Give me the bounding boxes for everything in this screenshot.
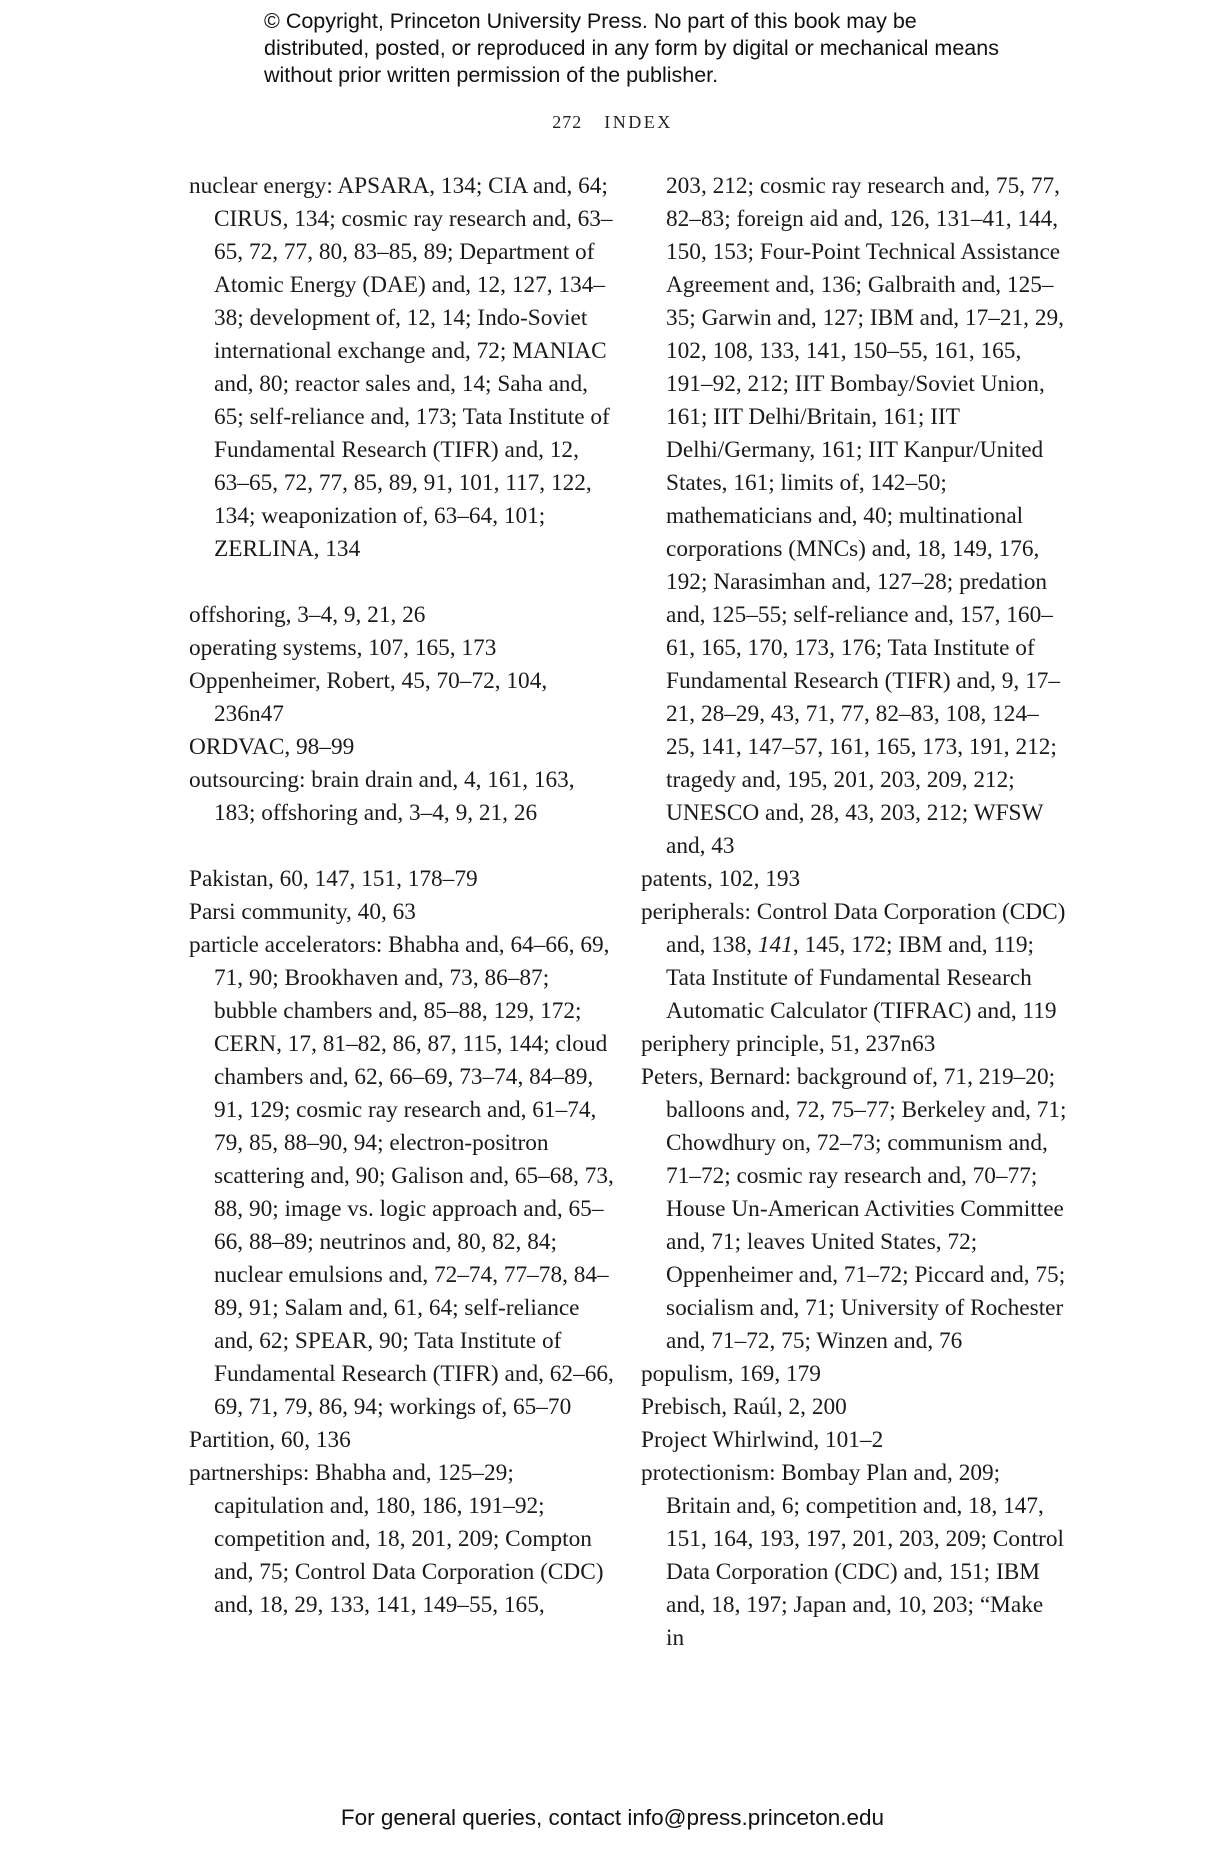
copyright-notice: © Copyright, Princeton University Press. No part of this book may be distributed, posted, or reproduced in any form by digital or mechanical means without prior written permission of the publisher. [264, 9, 999, 87]
index-entry-offshoring: offshoring, 3–4, 9, 21, 26 [189, 602, 426, 628]
index-entry-nuclear-energy: nuclear energy: APSARA, 134; CIA and, 64; CIRUS, 134; cosmic ray research and, 63–65, 72, 77, 80, 83–85, 89; Department of Atomic Energy (DAE) and, 12, 127, 134–38; development of, 12, 14; Indo-Soviet international exchange and, 72; MANIAC and, 80; reactor sales and, 14; Saha and, 65; self-reliance and, 173; Tata Institute of Fundamental Research (TIFR) and, 12, 63–65, 72, 77, 85, 89, 91, 101, 117, 122, 134; weaponization of, 63–64, 101; ZERLINA, 134 [189, 173, 613, 562]
index-entry-outsourcing: outsourcing: brain drain and, 4, 161, 163, 183; offshoring and, 3–4, 9, 21, 26 [189, 767, 575, 826]
index-entry-project-whirlwind: Project Whirlwind, 101–2 [641, 1427, 884, 1453]
index-column-left [189, 170, 615, 1622]
index-entry-protectionism: protectionism: Bombay Plan and, 209; Britain and, 6; competition and, 18, 147, 151, 164, 193, 197, 201, 203, 209; Control Data Corporation (CDC) and, 151; IBM and, 18, 197; Japan and, 10, 203; “Make in [641, 1460, 1064, 1651]
index-entry-oppenheimer: Oppenheimer, Robert, 45, 70–72, 104, 236n47 [189, 668, 548, 727]
index-entry-patents: patents, 102, 193 [641, 866, 801, 892]
index-entry-operating-systems: operating systems, 107, 165, 173 [189, 635, 497, 661]
index-entry-prebisch: Prebisch, Raúl, 2, 200 [641, 1394, 847, 1420]
index-entry-peters: Peters, Bernard: background of, 71, 219–20; balloons and, 72, 75–77; Berkeley and, 71; Chowdhury on, 72–73; communism and, 71–72; cosmic ray research and, 70–77; House Un-American Activities Committee and, 71; leaves United States, 72; Oppenheimer and, 71–72; Piccard and, 75; socialism and, 71; University of Rochester and, 71–72, 75; Winzen and, 76 [641, 1064, 1067, 1354]
peripherals-italic-page: 141 [757, 932, 793, 958]
index-entry-particle-accelerators: particle accelerators: Bhabha and, 64–66, 69, 71, 90; Brookhaven and, 73, 86–87; bubble chambers and, 85–88, 129, 172; CERN, 17, 81–82, 86, 87, 115, 144; cloud chambers and, 62, 66–69, 73–74, 84–89, 91, 129; cosmic ray research and, 61–74, 79, 85, 88–90, 94; electron-positron scattering and, 90; Galison and, 65–68, 73, 88, 90; image vs. logic approach and, 65–66, 88–89; neutrinos and, 80, 82, 84; nuclear emulsions and, 72–74, 77–78, 84–89, 91; Salam and, 61, 64; self-reliance and, 62; SPEAR, 90; Tata Institute of Fundamental Research (TIFR) and, 62–66, 69, 71, 79, 86, 94; workings of, 65–70 [189, 932, 614, 1420]
running-head [0, 112, 1225, 133]
index-entry-pakistan: Pakistan, 60, 147, 151, 178–79 [189, 866, 478, 892]
index-column-right [641, 170, 1067, 1655]
index-entry-parsi-community: Parsi community, 40, 63 [189, 899, 416, 925]
index-entry-partition: Partition, 60, 136 [189, 1427, 351, 1453]
index-entry-populism: populism, 169, 179 [641, 1361, 821, 1387]
index-entry-peripherals [641, 896, 1067, 1028]
index-entry-partnerships: partnerships: Bhabha and, 125–29; capitulation and, 180, 186, 191–92; competition and, 18, 201, 209; Compton and, 75; Control Data Corporation (CDC) and, 18, 29, 133, 141, 149–55, 165, [189, 1460, 604, 1618]
footer-contact: For general queries, contact info@press.princeton.edu [340, 1805, 885, 1830]
peripherals-text-a: peripherals: Control Data Corporation (CDC) and, 138, [641, 899, 1066, 958]
index-entry-ordvac: ORDVAC, 98–99 [189, 734, 355, 760]
index-entry-partnerships-continued: 203, 212; cosmic ray research and, 75, 77, 82–83; foreign aid and, 126, 131–41, 144, 150, 153; Four-Point Technical Assistance Agreement and, 136; Galbraith and, 125–35; Garwin and, 127; IBM and, 17–21, 29, 102, 108, 133, 141, 150–55, 161, 165, 191–92, 212; IIT Bombay/Soviet Union, 161; IIT Delhi/Britain, 161; IIT Delhi/Germany, 161; IIT Kanpur/United States, 161; limits of, 142–50; mathematicians and, 40; multinational corporations (MNCs) and, 18, 149, 176, 192; Narasimhan and, 127–28; predation and, 125–55; self-reliance and, 157, 160–61, 165, 170, 173, 176; Tata Institute of Fundamental Research (TIFR) and, 9, 17–21, 28–29, 43, 71, 77, 82–83, 108, 124–25, 141, 147–57, 161, 165, 173, 191, 212; tragedy and, 195, 201, 203, 209, 212; UNESCO and, 28, 43, 203, 212; WFSW and, 43 [666, 173, 1064, 859]
index-entry-periphery-principle: periphery principle, 51, 237n63 [641, 1031, 936, 1057]
section-title: INDEX [604, 112, 673, 132]
peripherals-text-b: , 145, 172; IBM and, 119; Tata Institute of Fundamental Research Automatic Calculator (TIFRAC) and, 119 [666, 932, 1057, 1024]
page-number: 272 [552, 112, 583, 132]
